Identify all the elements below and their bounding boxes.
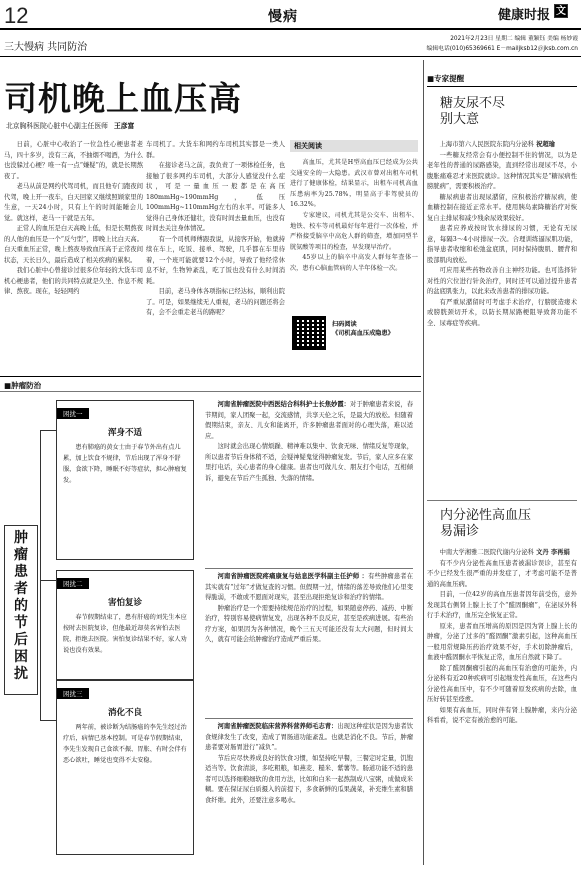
header-rule-2 (0, 56, 581, 57)
paragraph: 除了醛固酮瘤引起的高血压有治愈的可能外，内分泌科有近20种疾病可引起继发性高血压，在这些内分泌性高血压中，有不少可随着原发疾病的去除，血压好转甚至痊愈。 (427, 664, 577, 703)
article-title-diabetes: 糖友尿不尽 别大意 (440, 96, 506, 127)
box-text: 患有肺癌的黄女士由于春节外出有点儿累，加上饮食不规律，节后出现了浑身不舒服，食欲下降，睡眠不好等症状，担心肿瘤复发。 (63, 444, 187, 484)
paragraph: 可应用某些药物改善自主神经功能。也可选择针对性的穴位进行针灸治疗，同时还可以通过提升患者的盆底肌张力，以此来改善患者的排尿功能。 (427, 267, 577, 295)
tips-rule (427, 86, 577, 87)
vertical-title: 肿瘤患者的节后困扰 (14, 530, 28, 682)
paragraph: 在接诊老马之前，我负责了一项体检任务，也接触了很多网约车司机，大部分人感觉没什么症状，可是一量血压一般都是在高压180mmHg~190mmHg，低压100mmHg~110mmHg左右的水平。可能多人觉得自己身体还健壮，没有时间去量血压，也没有时间去关注身体情况。 (146, 162, 285, 232)
paragraph: 这时就会出现心情烦躁、精神难以集中、饮食无味、情绪反复等现象，所以患者节后身体稍不适，会疑神疑鬼觉得肿瘤复发。节后，家人应多在家里打电话，关心患者的身心健康。患者也可做儿女、朋友打个电话，互相倾诉，避免在节后产生孤独、失落的情绪。 (205, 443, 413, 482)
paragraph: 老马从前是网约代驾司机，而且他专门跑夜间代驾，晚上开一夜车，白天回家又继续照顾家里的生意，一天24小时，只有上午的时间能睡会儿觉。就这样，老马一干就是五年。 (4, 183, 143, 222)
advice-divider (205, 568, 413, 569)
logo-text: 健康时报 (498, 8, 551, 23)
tumor-advice-3: 河南省肿瘤医院临床营养科营养师毛志青：出现这种症状是因为患者饮食规律发生了改变，造成了胃肠道功能紊乱。也就是消化不良。节后，肿瘤患者要对肠胃进行“减负”。 节后应尽快养成良好的饮食习惯，如坚持吃早餐，三餐定时定量，饥饱适当等。饮食清淡，多吃粗粮，如燕麦、糙米、紫薯等。肠道功能不适的患者可以选择细粮细软的食用方法，比如和白米一起熬制成八宝粥，成做成米糊。要在保证尿白质摄入的前提下，多食新鲜的瓜果蔬菜，补充维生素和膳食纤维。此外，还要注意多喝水。 (205, 722, 413, 806)
paragraph: 有一个司机师傅跟我说，从接客开始，他就持续在车上，吃饭、接单、驾驶，几乎都在车里待着，一个班可能就要12个小时，导致了他经常休息不好，生物钟紊乱，吃了饭也没有什么时间消耗。 (146, 235, 285, 285)
paragraph: 有严重尿潴留时可考虑手术治疗，行膀胱造瘘术或膀胱颈切开术，以防长期尿路梗阻导致肾功能不全、尿毒症等疾病。 (427, 298, 577, 327)
paragraph: 专家建议，司机尤其是公交车、出租车、地铁、校车等司机最好每年进行一次体检，并严格接受脑卒中高危人群的筛查，增加同型半胱氨酸等项目的检查，早发现早治疗。 (290, 211, 418, 251)
issue-info: 2021年2月23日 星期二 编辑 董颖钰 美编 杨妙霞 (450, 36, 578, 42)
editor-contact: 编辑电话(010)65369661 E－mailjksb12＠jksb.com.cn (426, 46, 578, 52)
worry-box-2 (56, 570, 194, 680)
paragraph: 45岁以上的脑卒中高发人群每年查体一次，患有心脑血管病的人半年体检一次。 (290, 254, 418, 272)
paragraph: 患者应养成按时饮水排尿的习惯，无论有无尿意，每隔3～4小时排尿一次。合理训练逼尿肌功能，指导患者收缩和松弛盆底肌，同时保持腹肌、腰背和股部肌肉放松。 (427, 225, 577, 264)
author-line: 上海市第六人民医院东院内分泌科 祝超瑜 (439, 141, 555, 148)
paragraph: 如果有高血压，同时伴有肾上腺肿瘤，来内分泌科看看，说不定有被治愈的可能。 (427, 706, 577, 724)
related-reading-body (290, 158, 418, 275)
header-rule (0, 28, 581, 30)
paragraph: 我们心脏中心曾接诊过很多位年轻的大货车司机心梗患者，他们的共同特点就是久坐、作息不规律、熬夜。现在，轻轻网约 (4, 267, 143, 295)
section-title: 慢病 (268, 9, 298, 25)
advice-divider (205, 718, 413, 719)
paragraph: 正常人的血压是白天高晚上低，但是长期熬夜的人他的血压是一个“反勺型”，即晚上比白天高。白天重血压正常，晚上熬夜导致血压高于正常夜间状态，天长日久，最后造成了相关疾病的累积。 (4, 225, 143, 264)
expert-tips-label: ■专家提醒 (427, 74, 465, 83)
square-bullet-icon: ■ (427, 74, 435, 83)
box-tab: 困扰三 (57, 688, 89, 699)
byline-org: 北京胸科医院心脏中心副主任医师 (6, 122, 108, 130)
paragraph: 日前，心脏中心收治了一位急性心梗患者老马，四十多岁，没有三高，不抽烟不喝酒，为什么也没躲过心梗？唯一有一点“嫌疑”的，就是长期熬夜了。 (4, 141, 143, 180)
article-column-2 (146, 140, 285, 319)
newspaper-logo (498, 4, 578, 24)
paragraph: 目前，老马身体各项指标已经达标，顺利出院了。可是，如果继续无人重视，老马的问题还将会有，会不会重走老马的路呢？ (146, 288, 285, 316)
box-title: 消化不良 (107, 708, 142, 718)
bracket-line (40, 580, 56, 581)
qr-code-icon[interactable] (292, 316, 326, 350)
qr-caption (332, 320, 412, 338)
paragraph: 节后应尽快养成良好的饮食习惯，如坚持吃早餐，三餐定时定量，饥饱适当等。饮食清淡，多吃粗粮，如燕麦、糙米、紫薯等。肠道功能不适的患者可以选择细粮细软的食用方法，比如和白米一起熬制成八宝粥，成做成米糊。要在保证尿白质摄入的前提下，多食新鲜的瓜果蔬菜，补充维生素和膳食纤维。此外，还要注意多喝水。 (205, 754, 413, 804)
page-number: 12 (4, 3, 29, 28)
paragraph: 车司机了。大货车和网约车司机其实都是一类人群。 (146, 141, 285, 159)
byline-author: 王彦富 (113, 122, 135, 130)
paragraph: 肿瘤治疗是一个需要持续规范治疗的过程，如果随意停药、减药、中断治疗，特别容易使病情复发，出现各种不良反应，甚至是疾病进展。有些治疗方案，如果因为各种情况，晚个三五天可能还没有太大问题，但时间太久，就有可能会给肿瘤治疗造成严重后果。 (205, 604, 413, 643)
logo-mark-icon: 文 (556, 6, 566, 17)
section-rule (0, 376, 421, 377)
paragraph: 糖尿病患者出现尿潴留，应积极治疗糖尿病，使血糖控制在接近正常水平。使用胰岛素降糖治疗对恢复自主排尿和减少残余尿效果较好。 (427, 193, 577, 222)
worry-box-1 (56, 400, 194, 560)
qr-caption-line: 扫码阅读 (332, 321, 357, 328)
bracket-line (40, 430, 41, 720)
article-column-1 (4, 140, 143, 298)
article-divider (427, 500, 577, 501)
section-rule (0, 391, 421, 392)
column-divider (423, 60, 424, 865)
box-tab: 困扰二 (57, 578, 89, 589)
paragraph: 原来，患者血压增高的原因是因为肾上腺上长的肿瘤，分泌了过多的“醛固酮”激素引起，这种高血压一般用常规降压药治疗效果不好，手术切除肿瘤后，血液中醛固酮水平恢复正常，血压自然就下降了。 (427, 622, 577, 661)
section-slogan: 三大慢病 共同防治 (4, 42, 88, 53)
tumor-advice-1: 河南省肿瘤医院中西医结合科科护士长焦妙霞：对于肿瘤患者来说，春节期间，家人团聚一起，交流感情，共享天伦之乐，是最大的放松。但随着假期结束，亲友、儿女和能离开，许多肿瘤患者面对的心理失落，难以适应。 这时就会出现心情烦躁、精神难以集中、饮食无味、情绪反复等现象，所以患者节后身体稍不适，会疑神疑鬼觉得肿瘤复发。节后，家人应多在家里打电话，关心患者的身心健康。患者也可做儿女、朋友打个电话，互相倾诉，避免在节后产生孤独、失落的情绪。 (205, 400, 413, 484)
qr-caption-line: 《司机高血压成隐患》 (332, 330, 394, 337)
box-title: 害怕复诊 (107, 598, 142, 608)
article-title-hypertension: 内分泌性高血压 易漏诊 (440, 508, 532, 539)
box-text: 两年前，被诊断为结肠癌的李先生经过治疗后，病情已基本控制。可是春节假期结束，李先生发现自己食欲不振、胃胀、有时会伴有恶心欲吐，睡觉也变得不太安稳。 (63, 724, 187, 764)
bracket-line (40, 430, 56, 431)
square-bullet-icon: ■ (4, 381, 12, 390)
paragraph: 高血压，尤其是H型高血压已经成为公共交通安全的一大隐患。武汉市曾对出租车司机进行了健康体检，结果显示，出租车司机高血压患病率为25.78%，明显高于非驾驶员的16.32%。 (290, 159, 418, 209)
paragraph: 一些糖友经常会有小便控制不住的情况，以为是老年性的普通的尿路感染，直到经常出现尿不尽，小腹胀痛难忍才来医院就诊。这种情况其实是“糖尿病性膀胱病”，需要积极治疗。 (427, 151, 577, 190)
paragraph: 有不少内分泌性高血压患者被漏诊误诊，甚至有不少已经发生很严重的并发症了，才考虑可能不是普通的高血压病。 (427, 559, 577, 588)
article-diabetes-body (427, 140, 577, 329)
box-title: 浑身不适 (107, 428, 142, 438)
article-hypertension-body (427, 548, 577, 727)
worry-box-3 (56, 680, 194, 855)
main-headline: 司机晚上血压高 (4, 79, 242, 118)
tumor-advice-2: 河南省肿瘤医院疼痛康复与姑息医学科副主任护师 ：有些肿瘤患者在其实就有“过年”才做复查的习惯。但假期一过，情绪的落差导致他们心里变得脆弱，不敢或不愿面对现实，甚至出现拒绝复诊和治疗的情绪。 肿瘤治疗是一个需要持续规范治疗的过程，如果随意停药、减药、中断治疗，特别容易使病情复发，出现各种不良反应，甚至是疾病进展。有些治疗方案，如果因为各种情况，晚个三五天可能还没有太大问题，但时间太久，就有可能会给肿瘤治疗造成严重后果。 (205, 572, 413, 646)
author-line: 中南大学湘雅二医院代谢内分泌科 文丹 李再娟 (439, 549, 570, 556)
box-text: 春节假期结束了，患有肝癌的刘先生本应按时去医院复诊，但他最近却莫名害怕去医院，拒绝去医院。害怕复诊结果不好，家人劝说也没有效果。 (63, 614, 187, 654)
related-reading-label: 相关阅读 (290, 140, 418, 152)
tumor-section-label: ■肿瘤防治 (4, 381, 42, 390)
paragraph: 目前，一位42岁的高血压患者因年前受伤，意外发现其右侧肾上腺上长了个“醛固酮瘤”，在泌尿外科行手术治疗，血压完全恢复正常。 (427, 591, 577, 619)
bracket-line (40, 720, 56, 721)
byline (6, 120, 134, 130)
box-tab: 困扰一 (57, 408, 89, 419)
